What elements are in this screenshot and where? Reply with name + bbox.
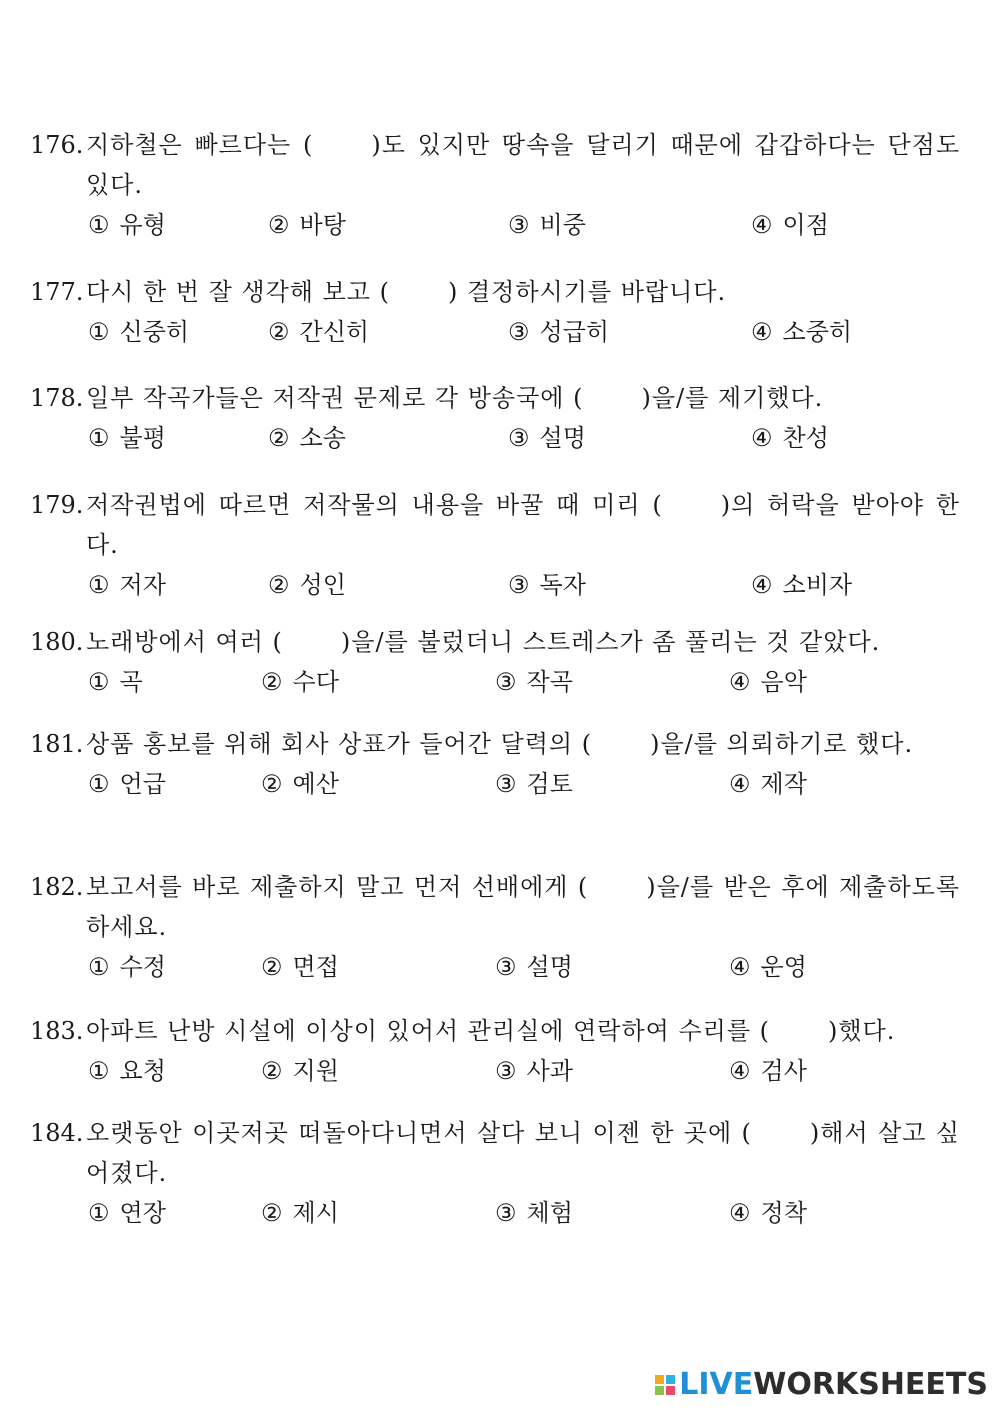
question-181 — [30, 724, 960, 804]
question-183 — [30, 1011, 960, 1091]
question-180 — [30, 622, 960, 702]
question-184 — [30, 1113, 960, 1233]
options-row — [88, 312, 960, 352]
question-text: 노래방에서 여러 ( )을/를 불렀더니 스트레스가 좀 풀리는 것 같았다. — [86, 628, 881, 656]
logo-square — [666, 1386, 675, 1395]
option-1[interactable]: ① 불평 — [88, 424, 166, 452]
question-text: 오랫동안 이곳저곳 떠돌아다니면서 살다 보니 이젠 한 곳에 ( )해서 살고 싶어졌다. — [86, 1119, 960, 1187]
option-2[interactable]: ② 소송 — [268, 424, 346, 452]
liveworksheets-logo — [655, 1367, 988, 1402]
question-176 — [30, 125, 960, 245]
option-4[interactable]: ④ 검사 — [729, 1057, 807, 1085]
option-1[interactable]: ① 유형 — [88, 211, 166, 239]
option-3[interactable]: ③ 작곡 — [495, 668, 573, 696]
logo-square — [655, 1386, 664, 1395]
option-3[interactable]: ③ 검토 — [495, 770, 573, 798]
option-1[interactable]: ① 언급 — [88, 770, 166, 798]
option-1[interactable]: ① 연장 — [88, 1199, 166, 1227]
question-182 — [30, 867, 960, 987]
option-2[interactable]: ② 성인 — [268, 571, 346, 599]
option-2[interactable]: ② 예산 — [261, 770, 339, 798]
option-4[interactable]: ④ 정착 — [729, 1199, 807, 1227]
question-text: 보고서를 바로 제출하지 말고 먼저 선배에게 ( )을/를 받은 후에 제출하도록 하세요. — [86, 873, 961, 941]
option-4[interactable]: ④ 음악 — [729, 668, 807, 696]
options-row — [88, 662, 960, 702]
option-4[interactable]: ④ 운영 — [729, 953, 807, 981]
option-2[interactable]: ② 면접 — [261, 953, 339, 981]
option-3[interactable]: ③ 사과 — [495, 1057, 573, 1085]
question-177 — [30, 272, 960, 352]
question-number: 184. — [30, 1119, 84, 1147]
option-4[interactable]: ④ 소중히 — [751, 318, 853, 346]
question-text: 저작권법에 따르면 저작물의 내용을 바꿀 때 미리 ( )의 허락을 받아야 한다. — [86, 491, 960, 559]
option-1[interactable]: ① 곡 — [88, 668, 143, 696]
liveworksheets-logo-icon — [655, 1375, 675, 1395]
option-3[interactable]: ③ 체험 — [495, 1199, 573, 1227]
option-1[interactable]: ① 요청 — [88, 1057, 166, 1085]
question-number: 180. — [30, 628, 84, 656]
question-178 — [30, 378, 960, 458]
options-row — [88, 205, 960, 245]
option-1[interactable]: ① 저자 — [88, 571, 166, 599]
option-1[interactable]: ① 신중히 — [88, 318, 190, 346]
option-4[interactable]: ④ 소비자 — [751, 571, 853, 599]
question-number: 182. — [30, 873, 84, 901]
options-row — [88, 418, 960, 458]
option-3[interactable]: ③ 설명 — [508, 424, 586, 452]
options-row — [88, 947, 960, 987]
option-2[interactable]: ② 간신히 — [268, 318, 370, 346]
options-row — [88, 1193, 960, 1233]
question-179 — [30, 485, 960, 605]
options-row — [88, 565, 960, 605]
option-3[interactable]: ③ 비중 — [508, 211, 586, 239]
logo-text: LIVEWORKSHEETS — [679, 1367, 988, 1402]
question-text: 지하철은 빠르다는 ( )도 있지만 땅속을 달리기 때문에 갑갑하다는 단점도 있다. — [86, 131, 961, 199]
question-number: 176. — [30, 131, 84, 159]
option-3[interactable]: ③ 성급히 — [508, 318, 610, 346]
question-text: 다시 한 번 잘 생각해 보고 ( ) 결정하시기를 바랍니다. — [86, 278, 727, 306]
question-number: 181. — [30, 730, 84, 758]
options-row — [88, 1051, 960, 1091]
options-row — [88, 764, 960, 804]
question-text: 일부 작곡가들은 저작권 문제로 각 방송국에 ( )을/를 제기했다. — [86, 384, 824, 412]
option-4[interactable]: ④ 찬성 — [751, 424, 829, 452]
option-1[interactable]: ① 수정 — [88, 953, 166, 981]
logo-square — [666, 1375, 675, 1384]
option-2[interactable]: ② 수다 — [261, 668, 339, 696]
option-2[interactable]: ② 바탕 — [268, 211, 346, 239]
option-4[interactable]: ④ 제작 — [729, 770, 807, 798]
option-3[interactable]: ③ 설명 — [495, 953, 573, 981]
question-text: 상품 홍보를 위해 회사 상표가 들어간 달력의 ( )을/를 의뢰하기로 했다. — [86, 730, 914, 758]
question-number: 177. — [30, 278, 84, 306]
option-2[interactable]: ② 제시 — [261, 1199, 339, 1227]
option-2[interactable]: ② 지원 — [261, 1057, 339, 1085]
question-text: 아파트 난방 시설에 이상이 있어서 관리실에 연락하여 수리를 ( )했다. — [86, 1017, 896, 1045]
question-number: 178. — [30, 384, 84, 412]
question-number: 179. — [30, 491, 84, 519]
logo-square — [655, 1375, 664, 1384]
option-4[interactable]: ④ 이점 — [751, 211, 829, 239]
question-number: 183. — [30, 1017, 84, 1045]
option-3[interactable]: ③ 독자 — [508, 571, 586, 599]
